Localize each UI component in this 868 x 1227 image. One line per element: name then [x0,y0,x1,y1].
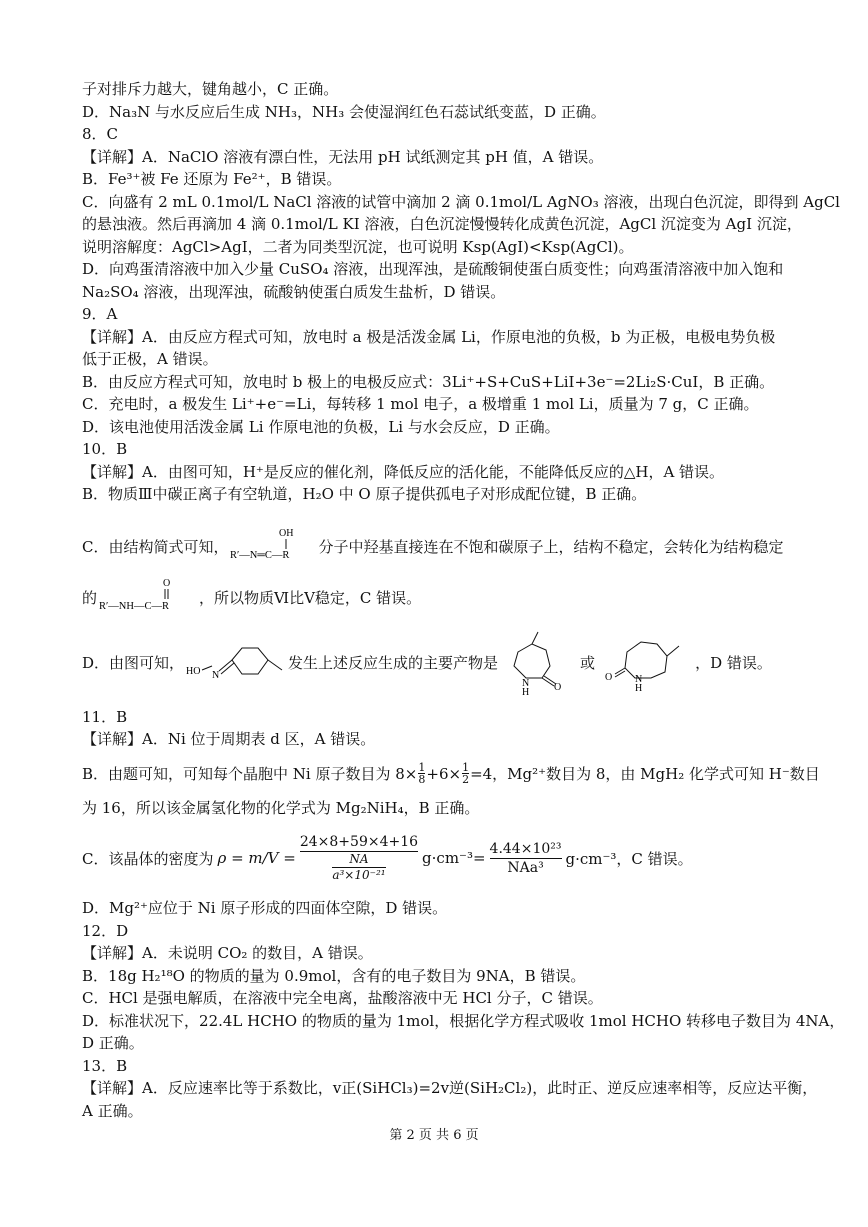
density-fraction-2 [490,840,562,877]
text-segment: g·cm⁻³= [422,849,486,867]
numerator: 1 [462,761,470,774]
numerator: NA [349,852,369,866]
text-line: 【详解】A．反应速率比等于系数比，v正(SiHCl₃)=2v逆(SiH₂Cl₂)，此时正、逆反应速率相等，反应达平衡， [82,1079,818,1097]
denominator: 2 [462,773,470,786]
nested-fraction [332,852,385,883]
density-lhs: ρ = m/V = [217,849,296,867]
document-body [82,78,845,1122]
text-line: A 正确。 [82,1101,143,1120]
structure-label: H [635,682,643,694]
text-line: B．Fe³⁺被 Fe 还原为 Fe²⁺，B 错误。 [82,170,342,188]
structure-label: O [163,577,171,589]
text-line: 低于正极，A 错误。 [82,350,218,368]
text-segment: 的 [82,589,98,607]
text-line: C．HCl 是强电解质，在溶液中完全电离，盐酸溶液中无 HCl 分子，C 错误。 [82,989,603,1007]
structure-label: H [522,686,530,696]
structure-label: N [635,673,643,685]
text-segment: B．由题可知，可知每个晶胞中 Ni 原子数目为 8× [82,765,418,783]
text-line: D．标准状况下，22.4L HCHO 的物质的量为 1mol，根据化学方程式吸收 1mol HCHO 转移电子数目为 4NA， [82,1011,845,1030]
text-segment: g·cm⁻³，C 错误。 [565,849,693,868]
oxime-structure [184,630,288,696]
text-segment: 或 [580,654,596,672]
lactam-structure-1 [498,630,570,696]
denominator: NAa³ [507,859,544,876]
structure-label: N [522,677,530,689]
structure-label: R′—NH—C—R [99,600,169,612]
text-segment: =4，Mg²⁺数目为 8，由 MgH₂ 化学式可知 H⁻数目 [470,765,820,783]
text-line: 子对排斥力越大，键角越小，C 正确。 [82,80,339,98]
text-line: 【详解】A．未说明 CO₂ 的数目，A 错误。 [82,944,373,962]
lactam-structure-2 [605,630,689,696]
numerator: 4.44×10²³ [489,840,562,857]
structure-label: N [212,669,220,681]
text-line: D 正确。 [82,1034,144,1052]
numerator: 24×8+59×4+16 [299,834,419,850]
denominator: 8 [418,773,426,786]
text-line: C．向盛有 2 mL 0.1mol/L NaCl 溶液的试管中滴加 2 滴 0.1mol/L AgNO₃ 溶液，出现白色沉淀，即得到 AgCl [82,192,840,211]
text-line: 【详解】A．由图可知，H⁺是反应的催化剂，降低反应的活化能，不能降低反应的△H，A 错误。 [82,462,725,481]
text-segment: ，所以物质Ⅵ比Ⅴ稳定，C 错误。 [199,589,422,607]
q11-c-line [82,829,794,887]
structure-label: HO [186,665,201,677]
numerator: 1 [418,761,426,774]
question-number: 12．D [82,921,129,940]
question-number: 13．B [82,1056,128,1075]
text-line: D．该电池使用活泼金属 Li 作原电池的负极，Li 与水会反应，D 正确。 [82,417,560,436]
text-segment: C．由结构简式可知， [82,538,229,556]
text-line: 【详解】A．Ni 位于周期表 d 区，A 错误。 [82,730,376,748]
page-footer: 第 2 页 共 6 页 [389,1128,479,1143]
q10-d-line [82,630,794,696]
enol-structure [228,524,318,570]
text-line: D．Na₃N 与水反应后生成 NH₃，NH₃ 会使湿润红色石蕊试纸变蓝，D 正确。 [82,102,606,121]
q11-b-line [82,761,820,787]
structure-label: O [605,671,613,683]
fraction [462,762,469,785]
question-number: 8．C [82,125,119,143]
text-segment: ，D 错误。 [695,654,772,672]
question-number: 10．B [82,440,128,458]
q10-c-line [82,524,794,570]
structure-label: OH [279,527,294,539]
density-fraction [300,833,418,883]
text-line: D．向鸡蛋清溶液中加入少量 CuSO₄ 溶液，出现浑浊，是硫酸铜使蛋白质变性；向鸡蛋清溶液中加入饱和 [82,260,784,278]
text-segment: D．由图可知， [82,654,185,672]
text-line: 【详解】A．由反应方程式可知，放电时 a 极是活泼金属 Li，作原电池的负极，b 为正极，电极电势负极 [82,327,776,346]
question-number: 9．A [82,305,118,323]
text-line: D．Mg²⁺应位于 Ni 原子形成的四面体空隙，D 错误。 [82,899,448,917]
text-line: B．18g H₂¹⁸O 的物质的量为 0.9mol，含有的电子数目为 9NA，B 错误。 [82,966,586,985]
denominator: a³×10⁻²¹ [332,868,386,882]
text-line: 为 16，所以该金属氢化物的化学式为 Mg₂NiH₄，B 正确。 [82,798,480,817]
text-line: C．充电时，a 极发生 Li⁺+e⁻=Li，每转移 1 mol 电子，a 极增重 1 mol Li，质量为 7 g，C 正确。 [82,395,759,413]
text-segment: C．该晶体的密度为 [82,849,214,868]
text-segment: +6× [426,764,462,783]
structure-label: R′—N═C—R [230,549,290,561]
text-line: Na₂SO₄ 溶液，出现浑浊，硫酸钠使蛋白质发生盐析，D 错误。 [82,282,506,301]
text-line: B．物质Ⅲ中碳正离子有空轨道，H₂O 中 O 原子提供孤电子对形成配位键，B 正确。 [82,485,647,503]
fraction [418,762,425,785]
amide-structure [97,576,199,620]
structure-label: O [554,681,562,693]
question-number: 11．B [82,707,128,726]
text-segment: 分子中羟基直接连在不饱和碳原子上，结构不稳定，会转化为结构稳定 [318,538,784,556]
text-line: 【详解】A．NaClO 溶液有漂白性，无法用 pH 试纸测定其 pH 值，A 错误。 [82,147,604,166]
text-line: 说明溶解度：AgCl>AgI，二者为同类型沉淀，也可说明 Ksp(AgI)<Ksp(AgCl)。 [82,237,634,256]
q10-c-line-2 [82,576,794,620]
text-line: B．由反应方程式可知，放电时 b 极上的电极反应式：3Li⁺+S+CuS+LiI+3e⁻=2Li₂S·CuI，B 正确。 [82,372,775,391]
text-segment: 发生上述反应生成的主要产物是 [288,654,499,672]
text-line: 的悬浊液。然后再滴加 4 滴 0.1mol/L KI 溶液，白色沉淀慢慢转化成黄色沉淀，AgCl 沉淀变为 AgI 沉淀， [82,215,802,233]
